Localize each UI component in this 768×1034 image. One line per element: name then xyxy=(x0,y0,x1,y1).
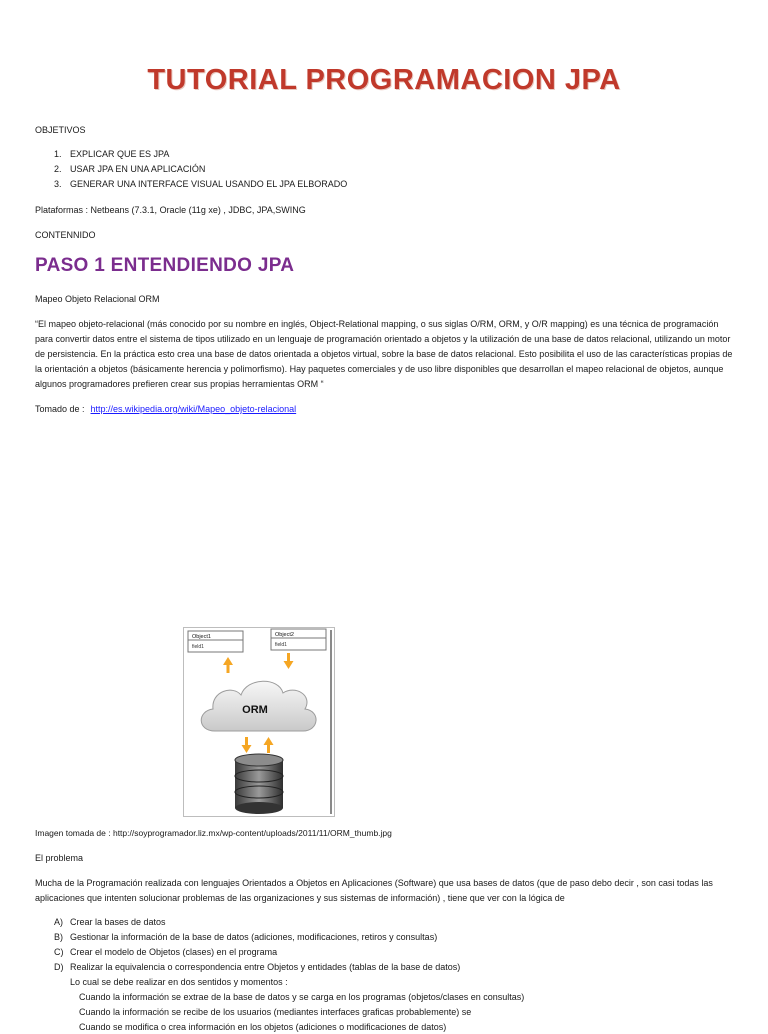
image-caption: Imagen tomada de : http://soyprogramador.liz.mx/wp-content/uploads/2011/11/ORM_thumb.jpg xyxy=(35,828,392,838)
sub-text: Cuando se modifica o crea información en los objetos (adiciones o modificaciones de datos) xyxy=(79,1022,447,1032)
sub-text: Cuando la información se extrae de la base de datos y se carga en los programas (objetos/clases en consultas) xyxy=(79,992,525,1002)
problema-heading: El problema xyxy=(35,853,84,863)
list-item xyxy=(35,930,460,945)
list-item xyxy=(35,162,347,177)
object2-title: Object2 xyxy=(275,632,294,638)
object2-field: field1 xyxy=(275,642,287,648)
list-item xyxy=(35,960,460,975)
objetivos-list xyxy=(35,147,347,192)
object1-title: Object1 xyxy=(192,634,211,640)
cloud-label: ORM xyxy=(242,704,268,716)
list-letter: B) xyxy=(54,932,63,942)
plataformas-text: Plataformas : Netbeans (7.3.1, Oracle (11g xe) , JDBC, JPA,SWING xyxy=(35,205,306,215)
database-icon xyxy=(235,754,283,814)
list-letter: A) xyxy=(54,917,63,927)
section-heading-paso1: PASO 1 ENTENDIENDO JPA xyxy=(35,255,295,276)
object2-box xyxy=(271,629,326,650)
list-item-text: Crear el modelo de Objetos (clases) en el programa xyxy=(70,947,278,957)
list-item-text: Gestionar la información de la base de datos (adiciones, modificaciones, retiros y consultas) xyxy=(70,932,438,942)
source-line xyxy=(35,402,296,416)
list-letter: C) xyxy=(54,947,64,957)
list-letter: D) xyxy=(54,962,64,972)
source-label: Tomado de : xyxy=(35,404,85,414)
list-item-text: USAR JPA EN UNA APLICACIÓN xyxy=(70,164,206,174)
quote-paragraph: “El mapeo objeto-relacional (más conocido por su nombre en inglés, Object-Relational mapping, o sus siglas O/RM, ORM, y O/R mapping) es una técnica de programación para convertir datos entre el sistema de tipos utilizado en un lenguaje de programación orientado a objetos y la utilización de una base de datos relacional, utilizando un motor de persistencia. En la práctica esto crea una base de datos orientada a objetos virtual, sobre la base de datos relacional. Esto posibilita el uso de las características propias de la orientación a objetos (básicamente herencia y polimorfismo). Hay paquetes comerciales y de uso libre disponibles que desarrollan el mapeo relacional de objetos, aunque algunos programadores prefieren crear sus propias herramientas ORM “ xyxy=(35,319,733,389)
contennido-text: CONTENNIDO xyxy=(35,230,96,240)
list-item xyxy=(35,945,460,960)
sub-text: Lo cual se debe realizar en dos sentidos y momentos : xyxy=(70,977,288,987)
wikipedia-link[interactable]: http://es.wikipedia.org/wiki/Mapeo_objeto-relacional xyxy=(90,404,297,414)
list-item xyxy=(35,177,347,192)
list-item-text: Crear la bases de datos xyxy=(70,917,166,927)
objetivos-heading: OBJETIVOS xyxy=(35,125,86,135)
list-number: 1. xyxy=(54,149,62,159)
object1-box xyxy=(188,631,243,652)
page-title: TUTORIAL PROGRAMACION JPA xyxy=(147,64,621,96)
mapeo-text: Mapeo Objeto Relacional ORM xyxy=(35,294,160,304)
list-item xyxy=(35,147,347,162)
list-number: 2. xyxy=(54,164,62,174)
orm-diagram xyxy=(183,627,335,817)
list-item xyxy=(35,915,460,930)
list-item-text: Realizar la equivalencia o correspondencia entre Objetos y entidades (tablas de la base de datos) xyxy=(70,962,461,972)
lettered-list xyxy=(35,915,460,975)
sub-text: Cuando la información se recibe de los usuarios (mediantes interfaces graficas probablemente) se xyxy=(79,1007,472,1017)
list-item-text: EXPLICAR QUE ES JPA xyxy=(70,149,170,159)
list-item-text: GENERAR UNA INTERFACE VISUAL USANDO EL JPA ELBORADO xyxy=(70,179,348,189)
list-number: 3. xyxy=(54,179,62,189)
object1-field: field1 xyxy=(192,644,204,650)
mucha-paragraph: Mucha de la Programación realizada con lenguajes Orientados a Objetos en Aplicaciones (Software) que usa bases de datos (que de paso debo decir , son casi todas las aplicaciones que intenten solucionar problemas de las organizaciones y sus sistemas de información) , tiene que ver con la lógica de xyxy=(35,878,713,903)
